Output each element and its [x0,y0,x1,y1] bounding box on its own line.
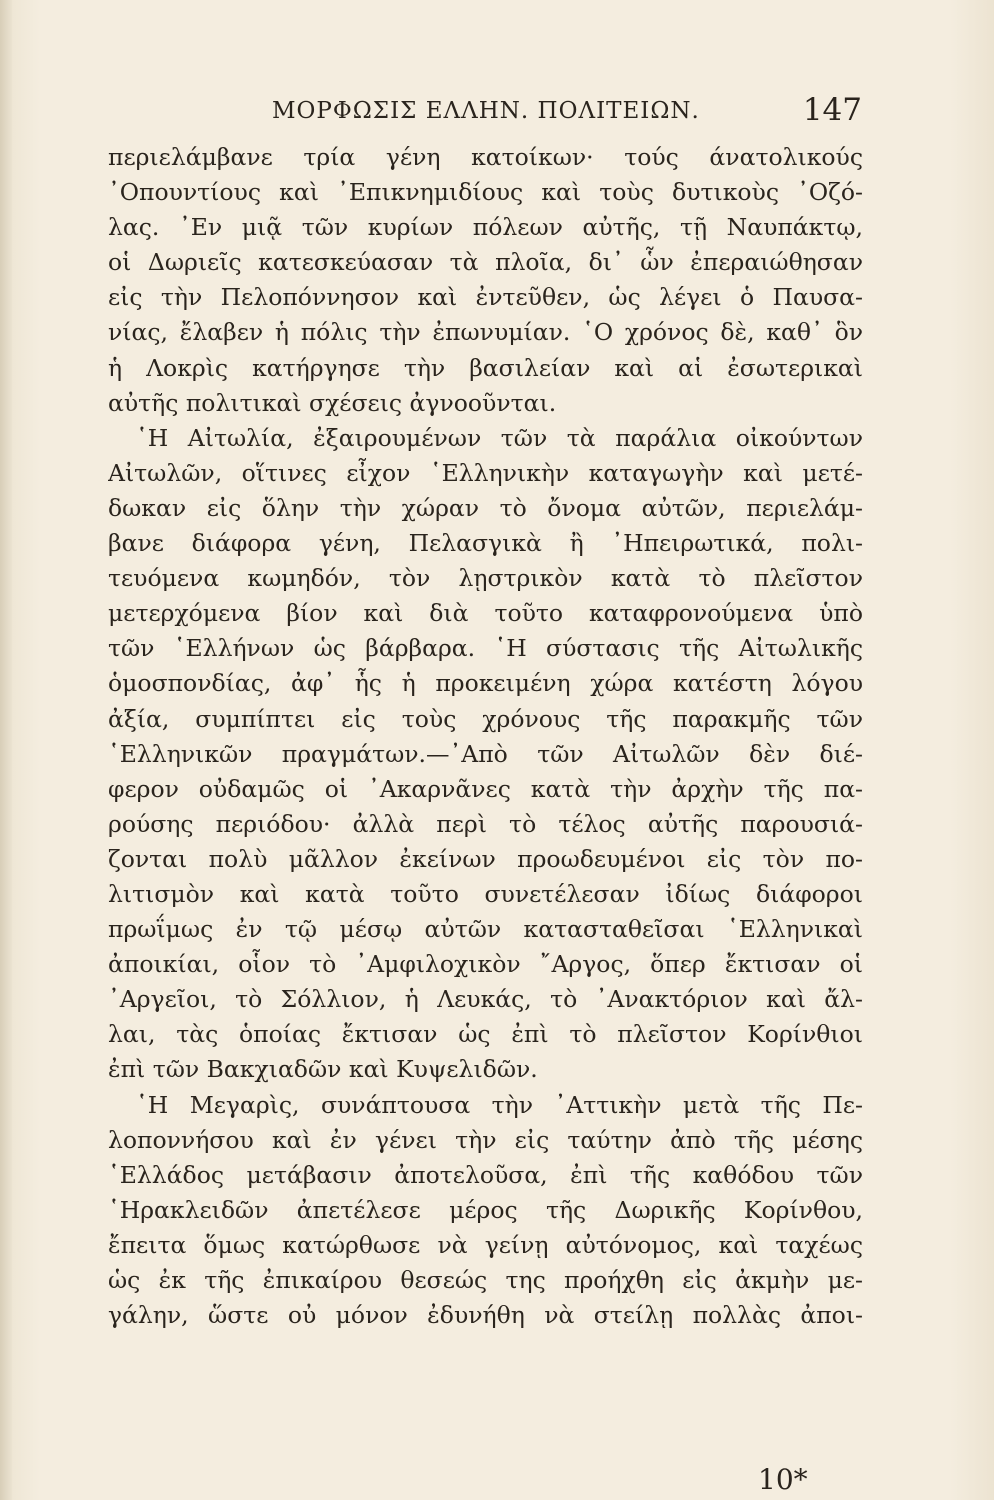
text-line: ᾿Οπουντίους καὶ ᾿Επικνημιδίους καὶ τοὺς δυτικοὺς ᾿Οζό- [108,178,863,207]
text-line: λοποννήσου καὶ ἐν γένει τὴν εἰς ταύτην ἀπὸ τῆς μέσης [108,1125,863,1154]
text-line: ῾Ηρακλειδῶν ἀπετέλεσε μέρος τῆς Δωρικῆς Κορίνθου, [108,1195,863,1224]
running-head [272,92,862,132]
text-line: ῾Ελληνικῶν πραγμάτων.—᾿Απὸ τῶν Αἰτωλῶν δὲν διέ- [108,739,863,768]
running-title: ΜΟΡΦΩΣΙΣ ΕΛΛΗΝ. ΠΟΛΙΤΕΙΩΝ. [272,98,700,124]
text-line: ἀποικίαι, οἷον τὸ ᾿Αμφιλοχικὸν ῎Αργος, ὅπερ ἔκτισαν οἱ [108,950,863,979]
text-line: αὐτῆς πολιτικαὶ σχέσεις ἀγνοοῦνται. [108,388,557,417]
text-line: ἔπειτα ὅμως κατώρθωσε νὰ γείνῃ αὐτόνομος, καὶ ταχέως [108,1230,863,1259]
text-line: λας. ᾿Εν μιᾷ τῶν κυρίων πόλεων αὐτῆς, τῇ Ναυπάκτῳ, [108,213,863,242]
text-line: γάλην, ὥστε οὐ μόνον ἐδυνήθη νὰ στείλῃ πολλὰς ἀποι- [108,1301,863,1330]
text-line: περιελάμβανε τρία γένη κατοίκων· τούς άνατολικούς [108,143,863,171]
text-line: λαι, τὰς ὁποίας ἔκτισαν ὡς ἐπὶ τὸ πλεῖστον Κορίνθιοι [108,1020,863,1049]
body-text [108,140,863,1333]
text-line: τῶν ῾Ελλήνων ὡς βάρβαρα. ῾Η σύστασις τῆς Αἰτωλικῆς [108,634,863,663]
text-line: ἡ Λοκρὶς κατήργησε τὴν βασιλείαν καὶ αἱ ἐσωτερικαὶ [108,353,863,382]
text-line: ρούσης περιόδου· ἀλλὰ περὶ τὸ τέλος αὐτῆς παρουσιά- [108,809,863,838]
text-line: ῾Η Μεγαρὶς, συνάπτουσα τὴν ᾿Αττικὴν μετὰ τῆς Πε- [136,1090,863,1119]
text-line: ἐπὶ τῶν Βακχιαδῶν καὶ Κυψελιδῶν. [108,1055,538,1084]
page-number: 147 [802,92,862,128]
text-line: ἀξία, συμπίπτει εἰς τοὺς χρόνους τῆς παρακμῆς τῶν [108,704,863,733]
text-line: ζονται πολὺ μᾶλλον ἐκείνων προωδευμένοι εἰς τὸν πο- [108,844,863,873]
text-line: οἱ Δωριεῖς κατεσκεύασαν τὰ πλοῖα, δι᾿ ὧν ἐπεραιώθησαν [108,248,863,277]
text-line: ῾Η Αἰτωλία, ἐξαιρουμένων τῶν τὰ παράλια οἰκούντων [136,423,863,452]
text-line: ᾿Αργεῖοι, τὸ Σόλλιον, ἡ Λευκάς, τὸ ᾿Ανακτόριον καὶ ἄλ- [108,985,863,1014]
text-line: ῾Ελλάδος μετάβασιν ἀποτελοῦσα, ἐπὶ τῆς καθόδου τῶν [108,1160,863,1189]
text-line: νίας, ἔλαβεν ἡ πόλις τὴν ἐπωνυμίαν. ῾Ο χρόνος δὲ, καθ᾿ ὃν [108,318,863,347]
text-line: Αἰτωλῶν, οἵτινες εἶχον ῾Ελληνικὴν καταγωγὴν καὶ μετέ- [108,458,863,487]
binding-edge [0,0,12,1500]
text-line: δωκαν εἰς ὅλην τὴν χώραν τὸ ὄνομα αὐτῶν, περιελάμ- [108,493,863,522]
text-line: φερον οὐδαμῶς οἱ ᾿Ακαρνᾶνες κατὰ τὴν ἀρχὴν τῆς πα- [108,774,863,803]
text-line: ὁμοσπονδίας, ἀφ᾿ ἧς ἡ προκειμένη χώρα κατέστη λόγου [108,669,863,698]
signature-mark: 10* [758,1463,808,1496]
text-line: πρωΐμως ἐν τῷ μέσῳ αὐτῶν κατασταθεῖσαι ῾Ελληνικαὶ [108,915,863,944]
text-line: ὡς ἐκ τῆς ἐπικαίρου θεσεώς της προήχθη εἰς ἀκμὴν με- [108,1266,863,1294]
text-line: μετερχόμενα βίον καὶ διὰ τοῦτο καταφρονούμενα ὑπὸ [108,599,863,628]
text-line: τευόμενα κωμηδόν, τὸν λῃστρικὸν κατὰ τὸ πλεῖστον [108,564,863,593]
text-line: εἰς τὴν Πελοπόννησον καὶ ἐντεῦθεν, ὡς λέγει ὁ Παυσα- [108,283,863,312]
text-line: βανε διάφορα γένη, Πελασγικὰ ἢ ᾿Ηπειρωτικά, πολι- [108,529,863,558]
text-line: λιτισμὸν καὶ κατὰ τοῦτο συνετέλεσαν ἰδίως διάφοροι [108,879,863,908]
